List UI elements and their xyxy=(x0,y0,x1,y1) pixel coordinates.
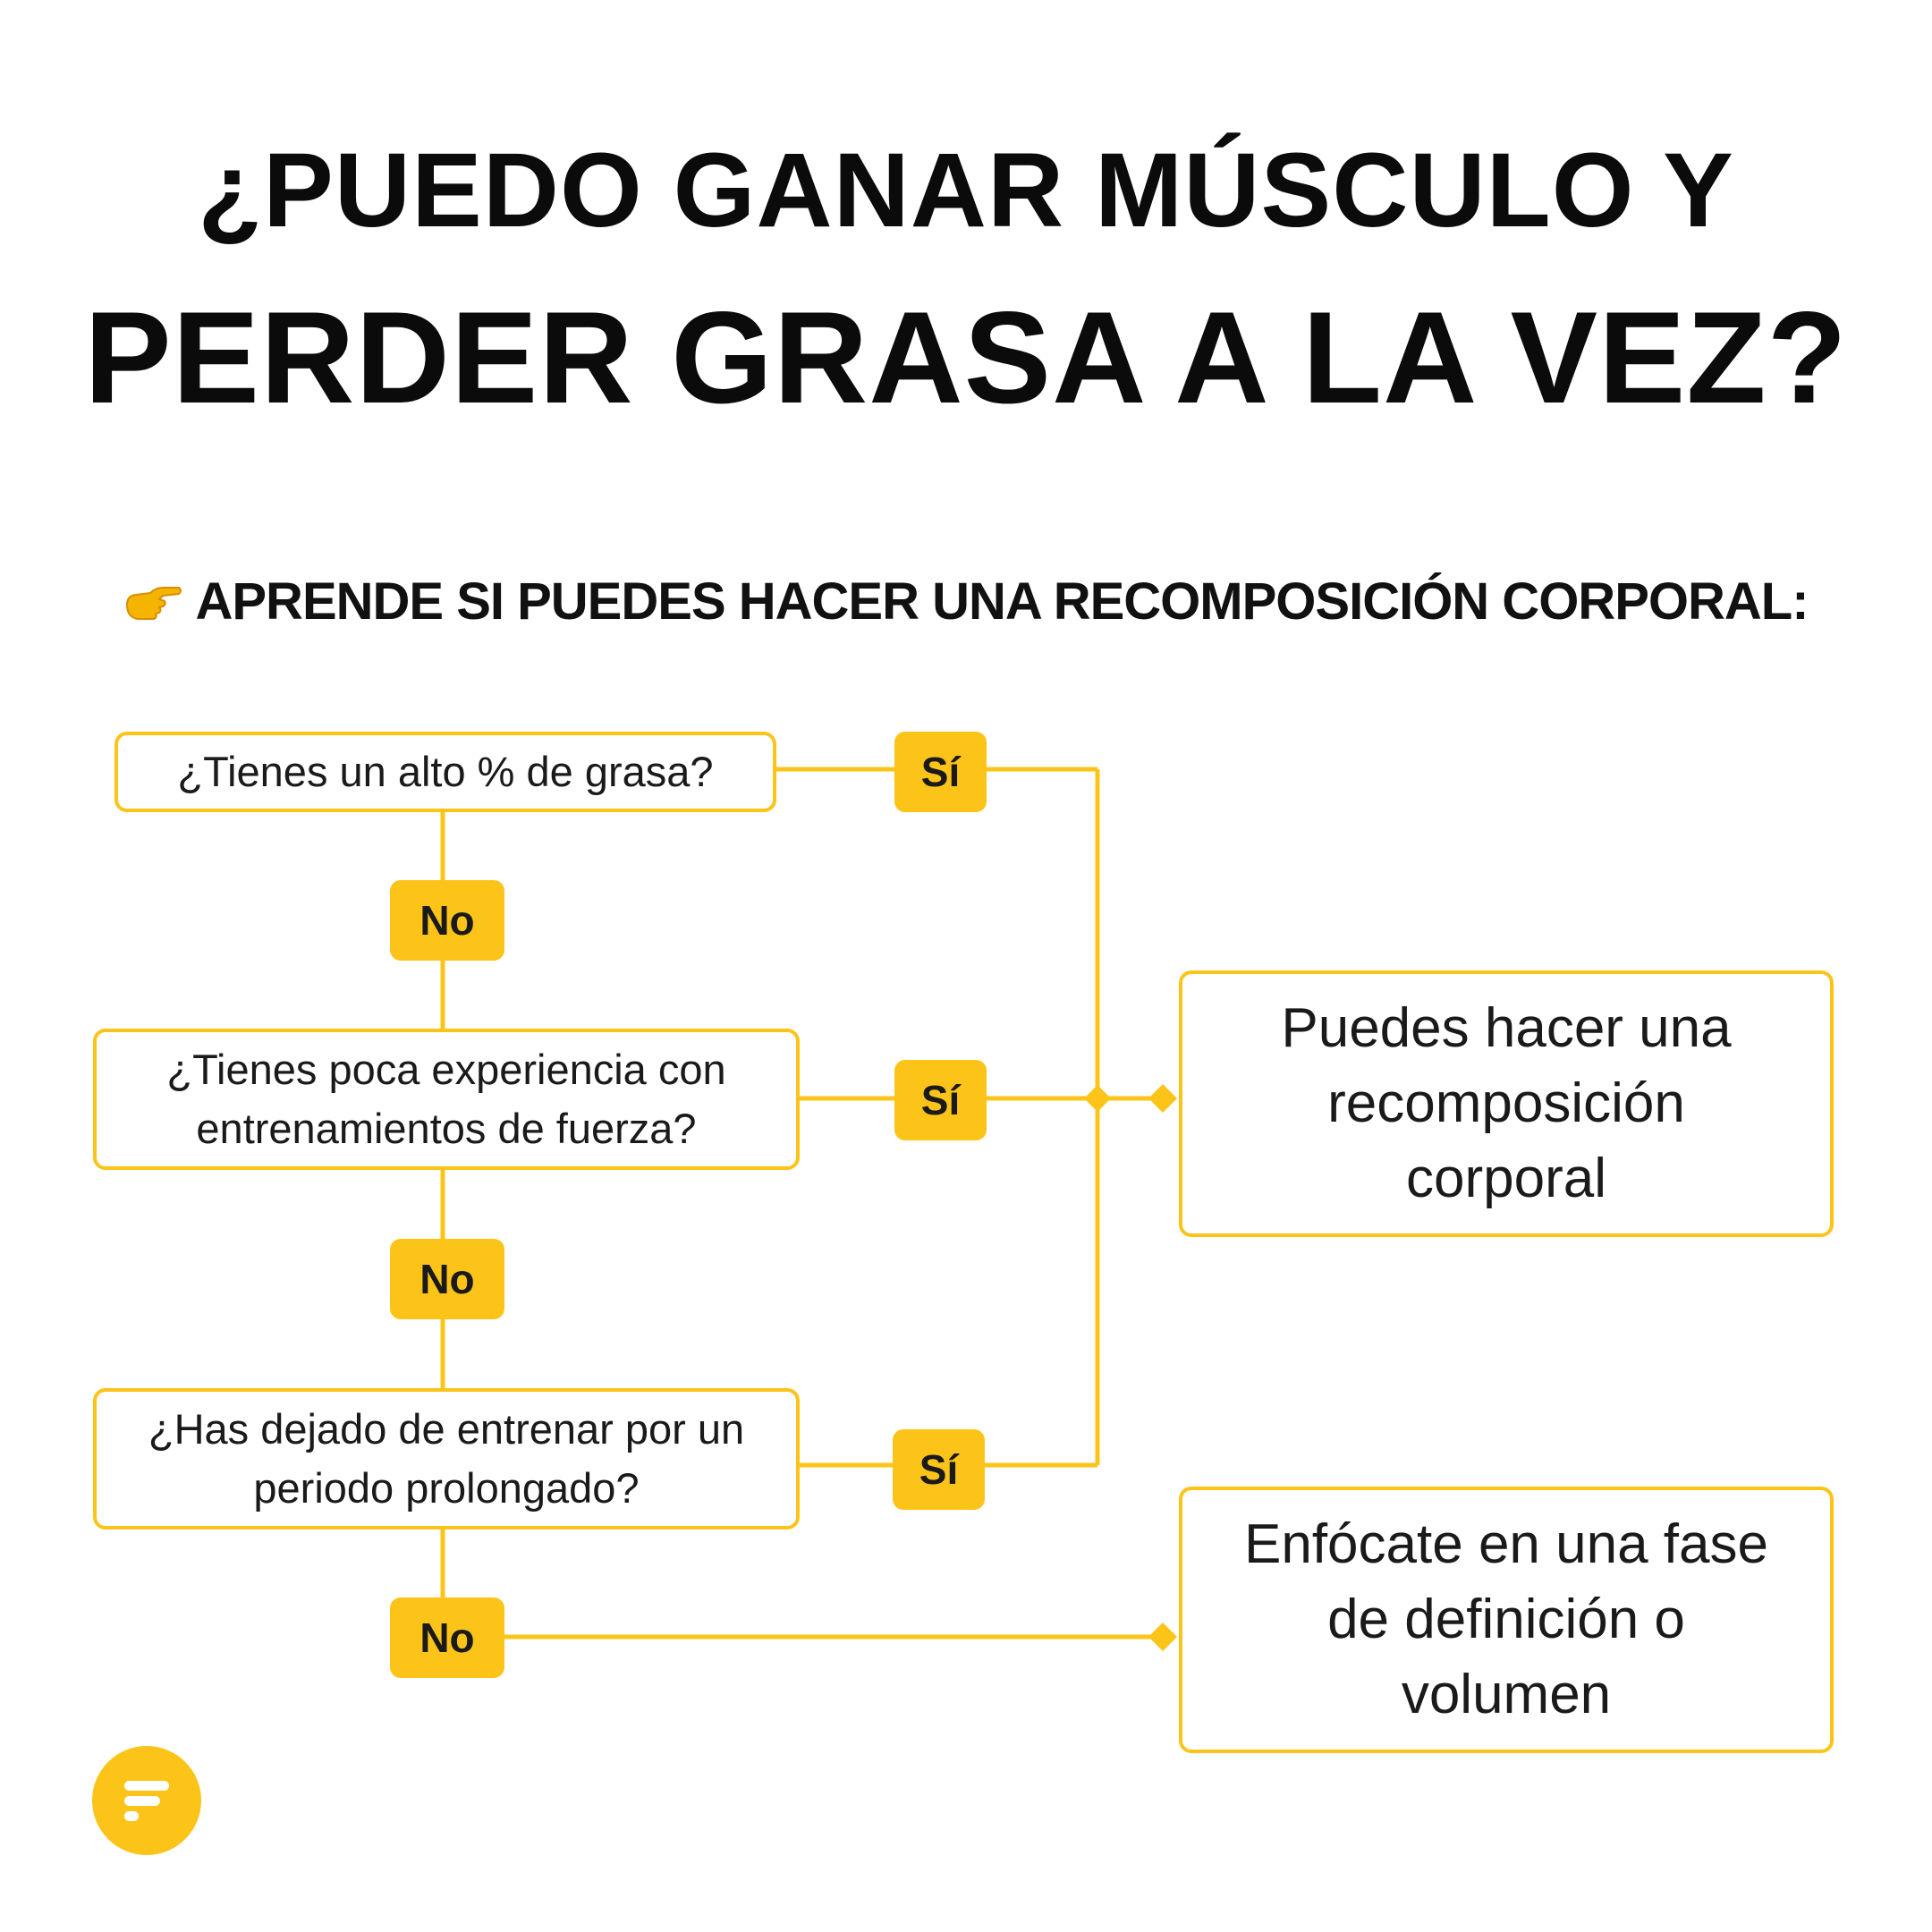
yes-arrow-diamond xyxy=(1148,1084,1177,1113)
no-badge-3: No xyxy=(390,1597,504,1678)
brand-logo-icon xyxy=(92,1746,201,1855)
result-box-no xyxy=(1179,1487,1834,1753)
result-text-no: Enfócate en una fase de definición o volumen xyxy=(1243,1513,1768,1725)
junction-diamond xyxy=(1084,1085,1111,1112)
result-text-yes: Puedes hacer una recomposición corporal xyxy=(1281,997,1732,1209)
yes-badge-2: Sí xyxy=(894,1060,987,1140)
no-arrow-diamond xyxy=(1148,1623,1177,1651)
no-badge-2: No xyxy=(390,1239,504,1319)
question-text-1: ¿Tienes un alto % de grasa? xyxy=(177,748,714,795)
question-text-2: ¿Tienes poca experiencia con entrenamientos de fuerza? xyxy=(166,1046,726,1152)
yes-badge-3: Sí xyxy=(893,1429,985,1510)
question-box-1 xyxy=(114,732,776,812)
question-box-3 xyxy=(93,1388,800,1530)
subtitle-text: APRENDE SI PUEDES HACER UNA RECOMPOSICIÓN CORPORAL: xyxy=(195,572,1809,631)
page-title-line-1: ¿PUEDO GANAR MÚSCULO Y xyxy=(198,131,1734,250)
yes-badge-1: Sí xyxy=(894,732,987,812)
page-title-line-2: PERDER GRASA A LA VEZ? xyxy=(84,284,1848,430)
result-box-yes xyxy=(1179,970,1834,1237)
brand-logo xyxy=(92,1746,201,1855)
no-badge-1: No xyxy=(390,880,504,961)
question-text-3: ¿Has dejado de entrenar por un periodo prolongado? xyxy=(148,1405,745,1512)
question-box-2 xyxy=(93,1029,800,1170)
